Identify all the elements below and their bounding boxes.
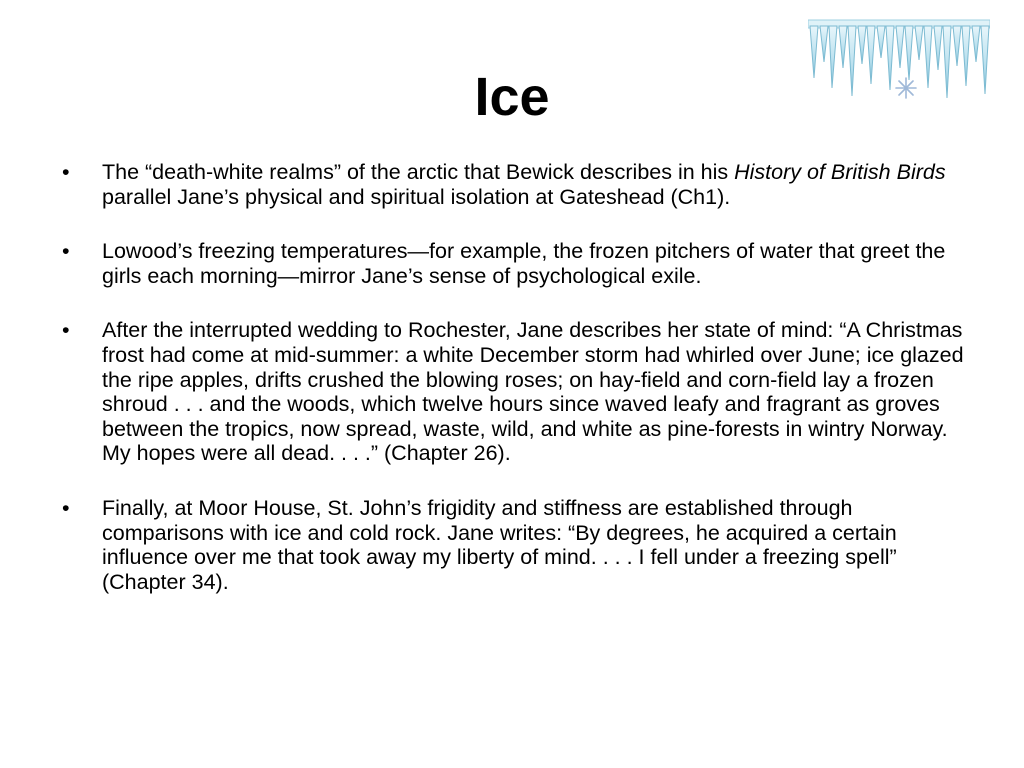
bullet-text: Finally, at Moor House, St. John’s frigidity and stiffness are established through comparisons with ice and cold rock. Jane writes: “By degrees, he acquired a certain influence over me that took away my liberty of mind. . . . I fell under a freezing spell” (Chapter 34). [102,495,897,594]
bullet-text: parallel Jane’s physical and spiritual isolation at Gateshead (Ch1). [102,184,731,209]
bullet-list [62,160,967,624]
bullet-item-lowood [62,239,967,288]
bullet-marker: • [62,160,70,184]
bullet-text: Lowood’s freezing temperatures—for example, the frozen pitchers of water that greet the girls each morning—mirror Jane’s sense of psychological exile. [102,239,946,288]
bullet-marker: • [62,239,70,264]
bullet-marker: • [62,495,70,520]
bullet-text: After the interrupted wedding to Rochester, Jane describes her state of mind: “A Christmas frost had come at mid-summer: a white December storm had whirled over June; ice glazed the ripe apples, drifts crushed the blowing roses; on hay-field and corn-field lay a frozen shroud . . . and the woods, which twelve hours since waved leafy and fragrant as groves between the tropics, now spread, waste, wild, and white as pine-forests in wintry Norway. My hopes were all dead. . . .” (Chapter 26). [102,318,964,466]
slide-title: Ice [474,67,550,127]
bullet-item-gateshead [62,160,967,209]
book-title-italic: History of British Birds [734,160,946,184]
bullet-item-moor-house [62,496,967,594]
bullet-marker: • [62,318,70,343]
bullet-item-wedding [62,318,967,466]
bullet-text: The “death-white realms” of the arctic that Bewick describes in his [102,160,735,184]
